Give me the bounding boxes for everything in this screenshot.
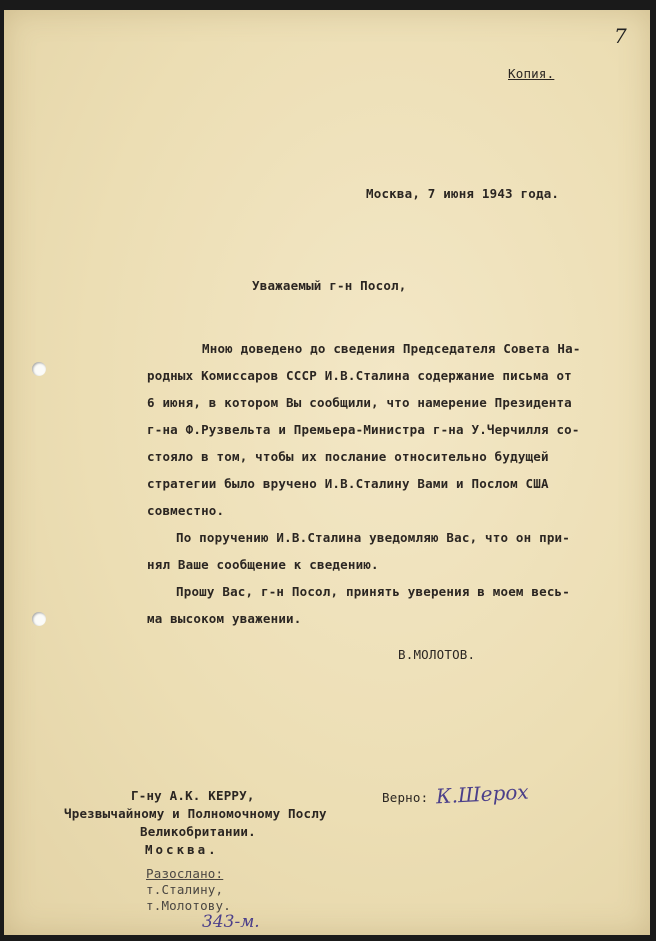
- addressee-city: Москва.: [145, 842, 219, 857]
- paragraph-line: г-на Ф.Рузвельта и Премьера-Министра г-на У.Черчилля со-: [147, 422, 580, 437]
- paragraph-line: 6 июня, в котором Вы сообщили, что намерение Президента: [147, 395, 572, 410]
- paragraph-line: Прошу Вас, г-н Посол, принять уверения в моем весь-: [176, 584, 571, 599]
- document-page: [4, 10, 650, 935]
- addressee-country: Великобритании.: [140, 824, 256, 839]
- verification-signature: К.Шерох: [435, 779, 530, 809]
- copy-label: Копия.: [508, 66, 555, 81]
- paragraph-line: По поручению И.В.Сталина уведомляю Вас, что он при-: [176, 530, 571, 545]
- distribution-recipient: т.Сталину,: [146, 882, 224, 897]
- paragraph-line: нял Ваше сообщение к сведению.: [147, 557, 379, 572]
- paragraph-line: стояло в том, чтобы их послание относительно будущей: [147, 449, 549, 464]
- paragraph-line: стратегии было вручено И.В.Сталину Вами и Послом США: [147, 476, 549, 491]
- addressee-title: Чрезвычайному и Полномочному Послу: [64, 806, 327, 821]
- salutation: Уважаемый г-н Посол,: [252, 278, 407, 293]
- punch-hole-bottom: [32, 612, 46, 626]
- verification-label: Верно:: [382, 790, 429, 805]
- place-date: Москва, 7 июня 1943 года.: [366, 186, 560, 201]
- paragraph-line: родных Комиссаров СССР И.В.Сталина содержание письма от: [147, 368, 572, 383]
- paragraph-line: ма высоком уважении.: [147, 611, 302, 626]
- archive-page-number: 7: [614, 24, 627, 48]
- punch-hole-top: [32, 362, 46, 376]
- paragraph-line: совместно.: [147, 503, 225, 518]
- addressee-name: Г-ну А.К. КЕРРУ,: [131, 788, 255, 803]
- archive-document-id: 343-м.: [202, 912, 260, 932]
- distribution-label: Разослано:: [146, 866, 224, 881]
- distribution-recipient: т.Молотову.: [146, 898, 231, 913]
- paragraph-line: Мною доведено до сведения Председателя Совета На-: [202, 341, 581, 356]
- signature-typed: В.МОЛОТОВ.: [398, 647, 476, 662]
